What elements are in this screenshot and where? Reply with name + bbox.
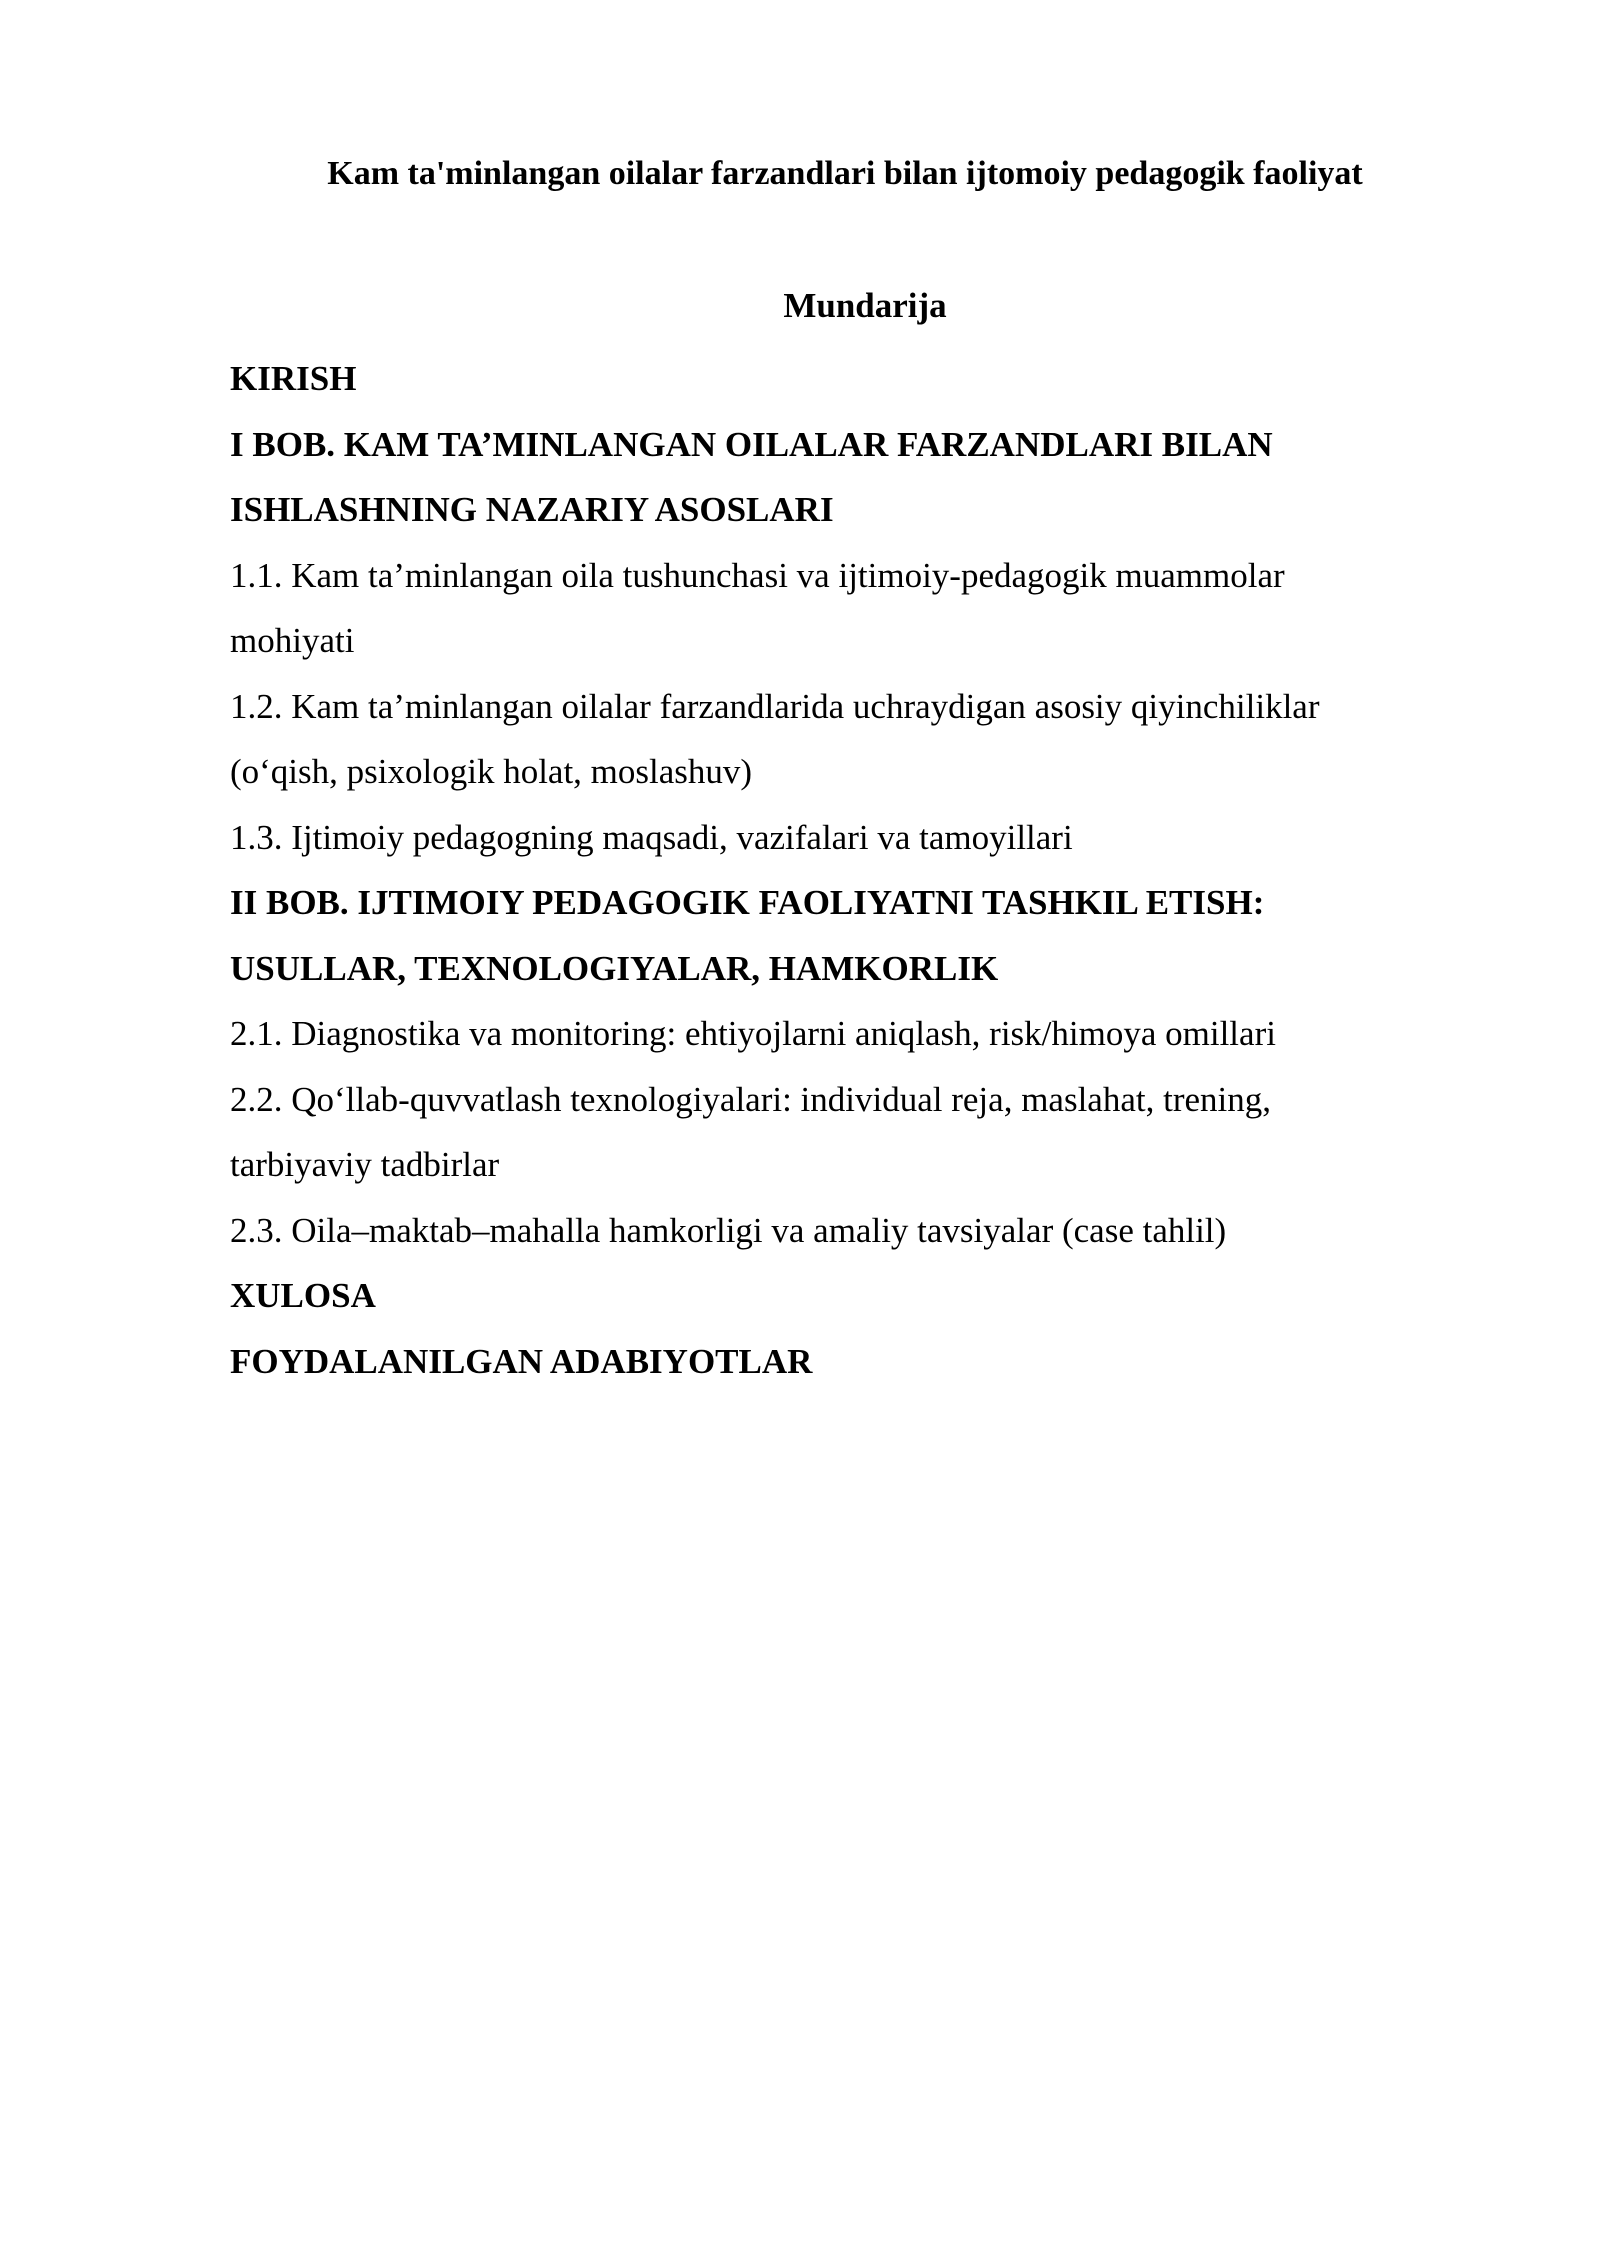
toc-section-2-3: 2.3. Oila–maktab–mahalla hamkorligi va amaliy tavsiyalar (case tahlil) [230,1210,1227,1250]
toc-item-kirish: KIRISH [230,359,357,398]
toc-section-1-1-line-1: 1.1. Kam ta’minlangan oila tushunchasi va ijtimoiy-pedagogik muammolar [230,555,1285,595]
toc-section-2-2-line-1: 2.2. Qo‘llab-quvvatlash texnologiyalari: individual reja, maslahat, trening, [230,1079,1271,1119]
table-of-contents [230,346,1430,1394]
toc-section-1-1-line-2: mohiyati [230,621,355,660]
toc-chapter-2-title-line-2: USULLAR, TEXNOLOGIYALAR, HAMKORLIK [230,948,999,988]
toc-section-1-3: 1.3. Ijtimoiy pedagogning maqsadi, vazifalari va tamoyillari [230,817,1073,857]
toc-chapter-1-title-line-2: ISHLASHNING NAZARIY ASOSLARI [230,490,834,529]
toc-section-1-2-line-2: (o‘qish, psixologik holat, moslashuv) [230,752,753,791]
toc-heading: Mundarija [783,286,947,325]
toc-section-2-1: 2.1. Diagnostika va monitoring: ehtiyojlarni aniqlash, risk/himoya omillari [230,1014,1276,1053]
toc-item-xulosa: XULOSA [230,1276,376,1315]
toc-chapter-2-title-line-1: II BOB. IJTIMOIY PEDAGOGIK FAOLIYATNI TASHKIL ETISH: [230,883,1265,922]
toc-section-2-2-line-2: tarbiyaviy tadbirlar [230,1145,500,1184]
toc-item-adabiyotlar: FOYDALANILGAN ADABIYOTLAR [230,1341,813,1381]
document-title: Kam ta'minlangan oilalar farzandlari bilan ijtomoiy pedagogik faoliyat [327,155,1363,192]
toc-chapter-1-title-line-1: I BOB. KAM TA’MINLANGAN OILALAR FARZANDLARI BILAN [230,424,1273,464]
toc-section-1-2-line-1: 1.2. Kam ta’minlangan oilalar farzandlarida uchraydigan asosiy qiyinchiliklar [230,686,1320,726]
